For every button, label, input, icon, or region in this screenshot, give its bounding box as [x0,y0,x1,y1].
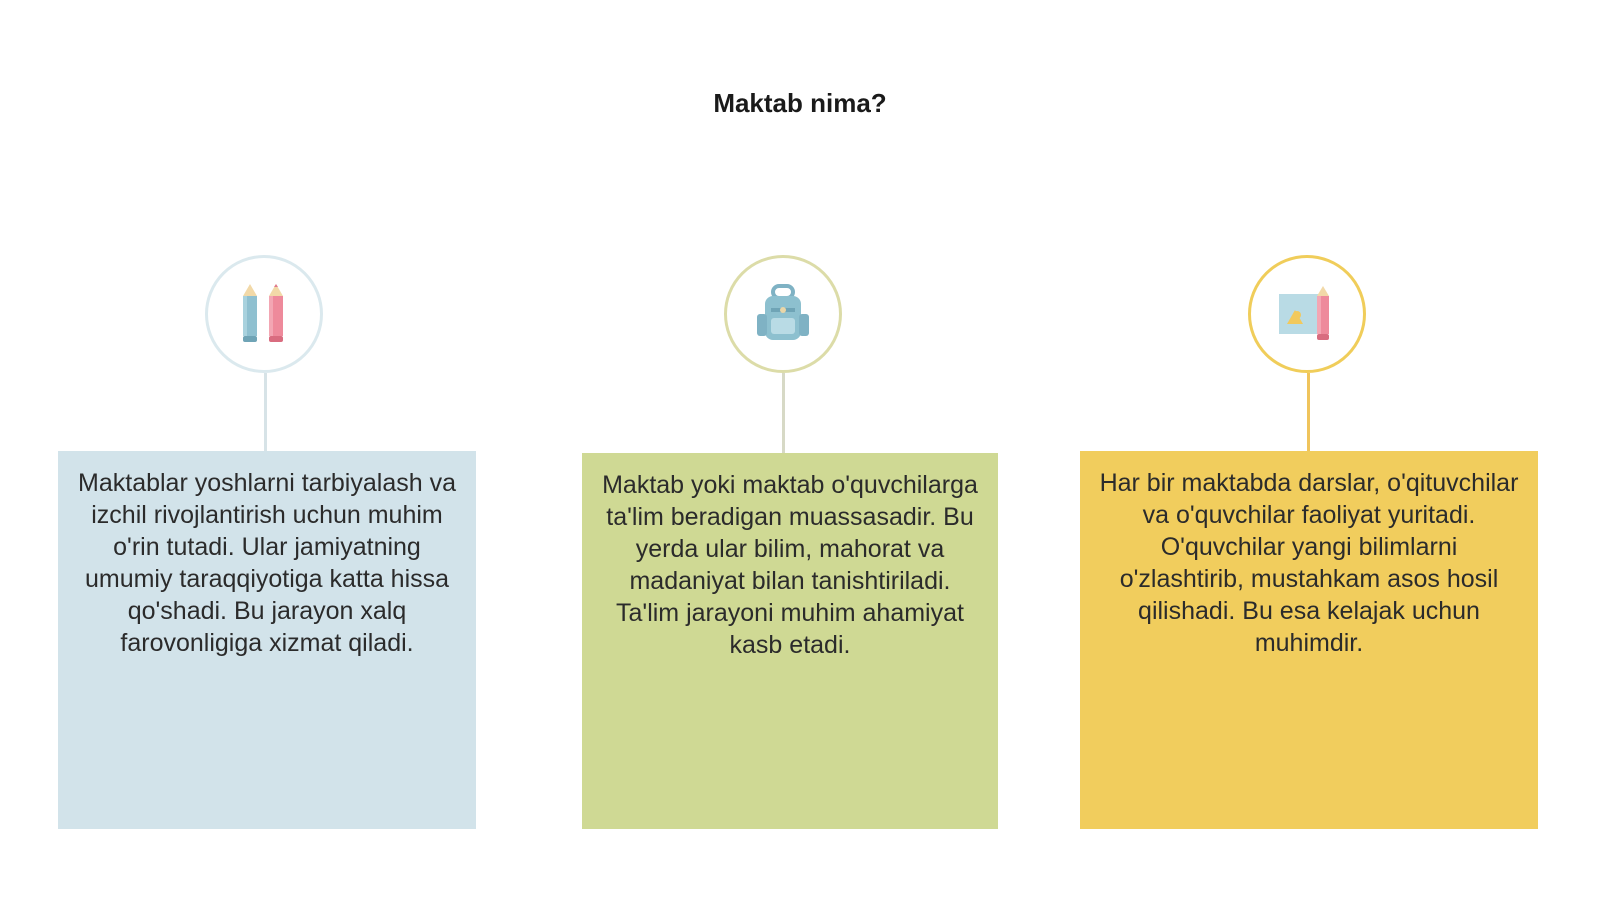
icon-circle-3 [1248,255,1366,373]
page-title: Maktab nima? [713,88,887,118]
connector-line-2 [782,373,785,453]
backpack-icon [753,284,813,344]
drawing-pencil-icon [1275,284,1339,344]
connector-line-3 [1307,373,1310,451]
info-card-1: Maktablar yoshlarni tarbiyalash va izchil rivojlantirish uchun muhim o'rin tutadi. Ular jamiyatning umumiy taraqqiyotiga katta hissa qo'shadi. Bu jarayon xalq farovonligiga xizmat qiladi. [58,451,476,829]
info-card-2: Maktab yoki maktab o'quvchilarga ta'lim beradigan muassasadir. Bu yerda ular bilim, mahorat va madaniyat bilan tanishtiriladi. Ta'lim jarayoni muhim ahamiyat kasb etadi. [582,453,998,829]
connector-line-1 [264,373,267,451]
icon-circle-1 [205,255,323,373]
icon-circle-2 [724,255,842,373]
pencils-icon [237,282,291,346]
info-card-3: Har bir maktabda darslar, o'qituvchilar va o'quvchilar faoliyat yuritadi. O'quvchilar yangi bilimlarni o'zlashtirib, mustahkam asos hosil qilishadi. Bu esa kelajak uchun muhimdir. [1080,451,1538,829]
